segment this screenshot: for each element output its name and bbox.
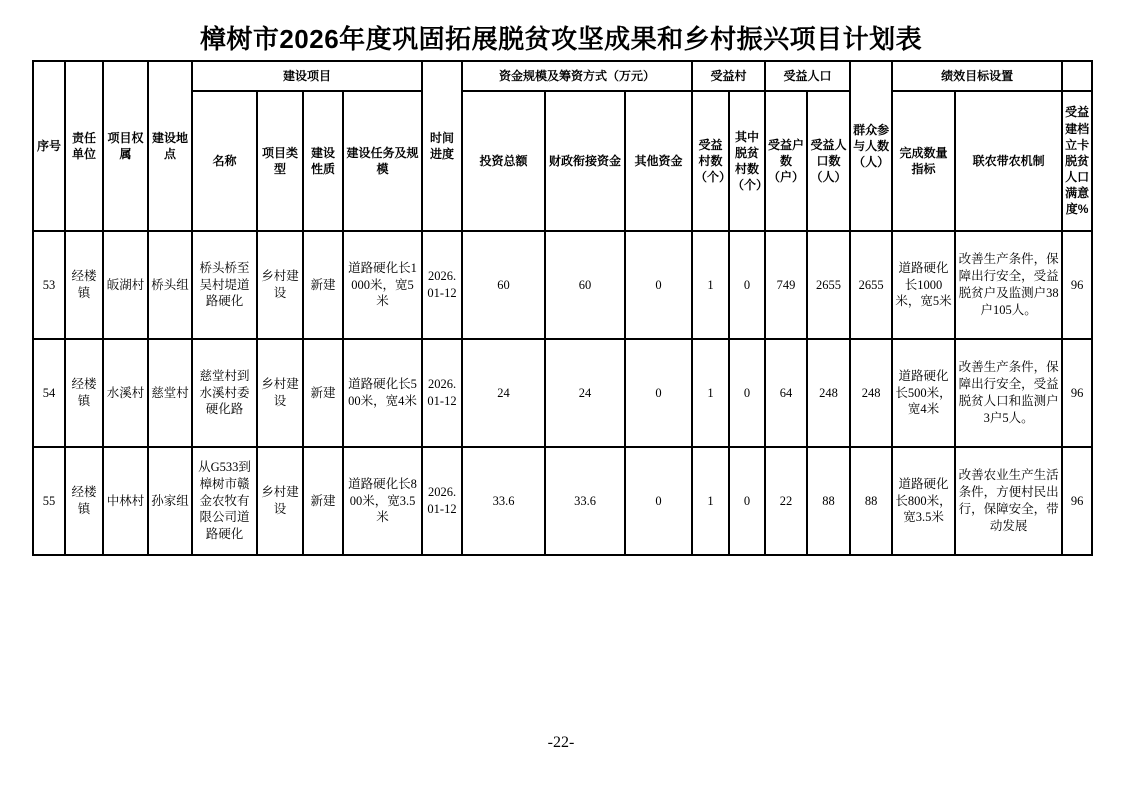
cell-beneficiary-household-count: 64	[765, 339, 807, 447]
cell-farmer-linkage-mechanism: 改善农业生产生活条件，方便村民出行，保障安全，带动发展	[955, 447, 1062, 555]
header-completion-quantity-indicator: 完成数量指标	[892, 91, 955, 231]
header-mass-participation: 群众参与人数（人）	[850, 61, 892, 231]
header-sub-row	[33, 91, 1092, 231]
cell-beneficiary-household-count: 749	[765, 231, 807, 339]
cell-construction-nature: 新建	[303, 339, 343, 447]
header-project-name: 名称	[192, 91, 257, 231]
cell-time-schedule: 2026.01-12	[422, 447, 462, 555]
header-satisfaction-spacer	[1062, 61, 1092, 91]
header-satisfaction: 受益建档立卡脱贫人口满意度%	[1062, 91, 1092, 231]
cell-mass-participation: 88	[850, 447, 892, 555]
cell-beneficiary-population-count: 248	[807, 339, 850, 447]
cell-construction-site: 孙家组	[148, 447, 192, 555]
cell-fiscal-linkage-funds: 33.6	[545, 447, 625, 555]
page-number: -22-	[547, 734, 575, 751]
cell-other-funds: 0	[625, 231, 692, 339]
table-row	[33, 339, 1092, 447]
header-other-funds: 其他资金	[625, 91, 692, 231]
header-construction-nature: 建设性质	[303, 91, 343, 231]
cell-farmer-linkage-mechanism: 改善生产条件，保障出行安全，受益脱贫户及监测户38户105人。	[955, 231, 1062, 339]
cell-responsible-unit: 经楼镇	[65, 339, 103, 447]
header-group-beneficiary-population: 受益人口	[765, 61, 850, 91]
cell-other-funds: 0	[625, 339, 692, 447]
header-group-performance-goals: 绩效目标设置	[892, 61, 1062, 91]
cell-total-investment: 33.6	[462, 447, 545, 555]
cell-time-schedule: 2026.01-12	[422, 339, 462, 447]
cell-completion-quantity-indicator: 道路硬化长500米，宽4米	[892, 339, 955, 447]
header-beneficiary-population-count: 受益人口数（人）	[807, 91, 850, 231]
cell-project-ownership: 水溪村	[103, 339, 148, 447]
cell-task-and-scale: 道路硬化长800米，宽3.5米	[343, 447, 422, 555]
header-farmer-linkage-mechanism: 联农带农机制	[955, 91, 1062, 231]
cell-satisfaction: 96	[1062, 447, 1092, 555]
header-beneficiary-village-count: 受益村数（个）	[692, 91, 729, 231]
cell-responsible-unit: 经楼镇	[65, 231, 103, 339]
cell-project-name: 慈堂村到水溪村委硬化路	[192, 339, 257, 447]
header-time-schedule: 时间进度	[422, 61, 462, 231]
cell-serial: 55	[33, 447, 65, 555]
cell-project-type: 乡村建设	[257, 339, 303, 447]
header-serial: 序号	[33, 61, 65, 231]
cell-beneficiary-population-count: 88	[807, 447, 850, 555]
header-responsible-unit: 责任单位	[65, 61, 103, 231]
cell-satisfaction: 96	[1062, 339, 1092, 447]
header-group-construction-project: 建设项目	[192, 61, 422, 91]
table-row	[33, 447, 1092, 555]
header-total-investment: 投资总额	[462, 91, 545, 231]
cell-beneficiary-village-count: 1	[692, 447, 729, 555]
cell-serial: 53	[33, 231, 65, 339]
cell-farmer-linkage-mechanism: 改善生产条件，保障出行安全，受益脱贫人口和监测户3户5人。	[955, 339, 1062, 447]
cell-project-ownership: 皈湖村	[103, 231, 148, 339]
header-poverty-village-count: 其中脱贫村数（个）	[729, 91, 765, 231]
cell-project-type: 乡村建设	[257, 231, 303, 339]
cell-beneficiary-village-count: 1	[692, 231, 729, 339]
cell-time-schedule: 2026.01-12	[422, 231, 462, 339]
header-project-ownership: 项目权属	[103, 61, 148, 231]
header-construction-site: 建设地点	[148, 61, 192, 231]
cell-poverty-village-count: 0	[729, 447, 765, 555]
cell-serial: 54	[33, 339, 65, 447]
project-plan-table	[32, 60, 1093, 556]
cell-construction-site: 桥头组	[148, 231, 192, 339]
cell-poverty-village-count: 0	[729, 231, 765, 339]
cell-project-name: 桥头桥至吴村堤道路硬化	[192, 231, 257, 339]
cell-beneficiary-population-count: 2655	[807, 231, 850, 339]
cell-beneficiary-village-count: 1	[692, 339, 729, 447]
cell-project-name: 从G533到樟树市赣金农牧有限公司道路硬化	[192, 447, 257, 555]
cell-completion-quantity-indicator: 道路硬化长800米，宽3.5米	[892, 447, 955, 555]
cell-fiscal-linkage-funds: 60	[545, 231, 625, 339]
cell-total-investment: 60	[462, 231, 545, 339]
cell-task-and-scale: 道路硬化长1000米，宽5米	[343, 231, 422, 339]
page-title: 樟树市2026年度巩固拓展脱贫攻坚成果和乡村振兴项目计划表	[199, 24, 923, 54]
cell-mass-participation: 2655	[850, 231, 892, 339]
cell-other-funds: 0	[625, 447, 692, 555]
cell-fiscal-linkage-funds: 24	[545, 339, 625, 447]
header-group-beneficiary-village: 受益村	[692, 61, 765, 91]
cell-project-ownership: 中林村	[103, 447, 148, 555]
header-beneficiary-household-count: 受益户数（户）	[765, 91, 807, 231]
cell-poverty-village-count: 0	[729, 339, 765, 447]
cell-responsible-unit: 经楼镇	[65, 447, 103, 555]
header-task-and-scale: 建设任务及规模	[343, 91, 422, 231]
cell-construction-site: 慈堂村	[148, 339, 192, 447]
cell-task-and-scale: 道路硬化长500米，宽4米	[343, 339, 422, 447]
cell-total-investment: 24	[462, 339, 545, 447]
header-group-funding: 资金规模及筹资方式（万元）	[462, 61, 692, 91]
header-fiscal-linkage-funds: 财政衔接资金	[545, 91, 625, 231]
cell-project-type: 乡村建设	[257, 447, 303, 555]
header-group-row	[33, 61, 1092, 91]
cell-beneficiary-household-count: 22	[765, 447, 807, 555]
cell-construction-nature: 新建	[303, 231, 343, 339]
cell-completion-quantity-indicator: 道路硬化长1000米，宽5米	[892, 231, 955, 339]
cell-satisfaction: 96	[1062, 231, 1092, 339]
header-project-type: 项目类型	[257, 91, 303, 231]
cell-construction-nature: 新建	[303, 447, 343, 555]
table-row	[33, 231, 1092, 339]
cell-mass-participation: 248	[850, 339, 892, 447]
